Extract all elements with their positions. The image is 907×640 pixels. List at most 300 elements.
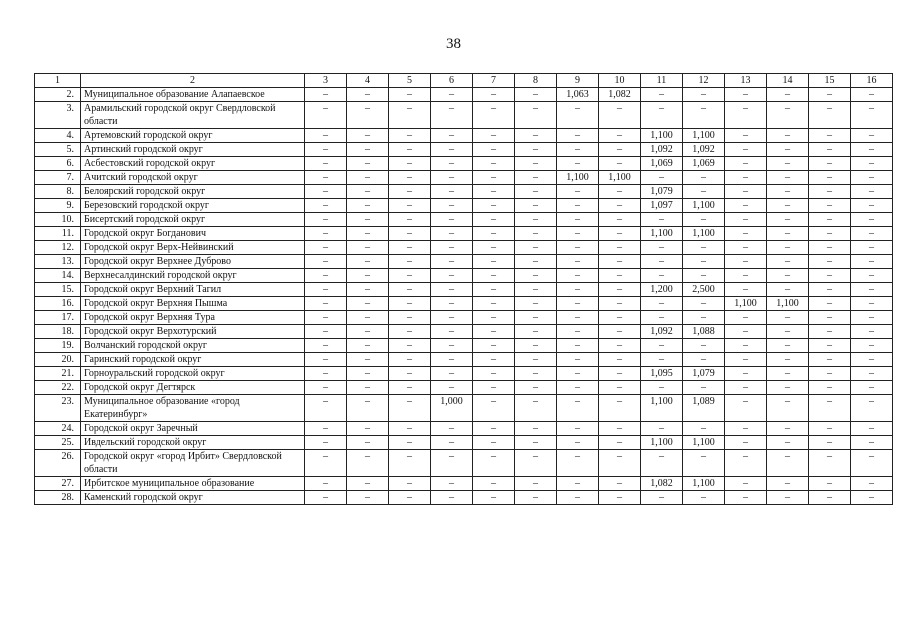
- table-row: [35, 353, 893, 367]
- value-cell: –: [767, 450, 809, 477]
- value-cell: –: [431, 450, 473, 477]
- value-cell: –: [683, 422, 725, 436]
- value-cell: –: [851, 227, 893, 241]
- column-header: 7: [473, 74, 515, 88]
- value-cell: –: [389, 353, 431, 367]
- value-cell: –: [557, 436, 599, 450]
- value-cell: –: [557, 143, 599, 157]
- value-cell: –: [557, 353, 599, 367]
- value-cell: –: [683, 171, 725, 185]
- value-cell: –: [515, 325, 557, 339]
- value-cell: –: [599, 255, 641, 269]
- value-cell: –: [767, 227, 809, 241]
- value-cell: –: [809, 325, 851, 339]
- value-cell: 1,097: [641, 199, 683, 213]
- value-cell: –: [347, 171, 389, 185]
- municipality-name: Муниципальное образование Алапаевское: [81, 88, 305, 102]
- value-cell: –: [599, 450, 641, 477]
- value-cell: 1,100: [599, 171, 641, 185]
- row-number: 27.: [35, 477, 81, 491]
- value-cell: –: [641, 353, 683, 367]
- value-cell: –: [851, 102, 893, 129]
- value-cell: –: [767, 88, 809, 102]
- value-cell: –: [641, 450, 683, 477]
- value-cell: –: [725, 339, 767, 353]
- value-cell: –: [767, 395, 809, 422]
- row-number: 12.: [35, 241, 81, 255]
- table-row: [35, 269, 893, 283]
- value-cell: –: [767, 422, 809, 436]
- value-cell: –: [725, 171, 767, 185]
- column-header: 2: [81, 74, 305, 88]
- value-cell: –: [431, 241, 473, 255]
- municipality-name: Волчанский городской округ: [81, 339, 305, 353]
- value-cell: –: [809, 185, 851, 199]
- value-cell: –: [851, 311, 893, 325]
- value-cell: –: [347, 185, 389, 199]
- value-cell: –: [851, 353, 893, 367]
- column-header: 12: [683, 74, 725, 88]
- value-cell: –: [725, 157, 767, 171]
- table-row: [35, 325, 893, 339]
- value-cell: –: [473, 157, 515, 171]
- value-cell: –: [599, 381, 641, 395]
- value-cell: –: [767, 367, 809, 381]
- row-number: 11.: [35, 227, 81, 241]
- value-cell: –: [557, 199, 599, 213]
- table-header-row: [35, 74, 893, 88]
- value-cell: –: [725, 395, 767, 422]
- table-row: [35, 395, 893, 422]
- column-header: 4: [347, 74, 389, 88]
- value-cell: –: [473, 450, 515, 477]
- value-cell: –: [347, 143, 389, 157]
- value-cell: –: [305, 339, 347, 353]
- table-row: [35, 297, 893, 311]
- value-cell: –: [305, 436, 347, 450]
- value-cell: –: [347, 325, 389, 339]
- value-cell: –: [725, 436, 767, 450]
- row-number: 26.: [35, 450, 81, 477]
- value-cell: –: [347, 422, 389, 436]
- column-header: 16: [851, 74, 893, 88]
- value-cell: –: [641, 241, 683, 255]
- table-row: [35, 213, 893, 227]
- value-cell: –: [599, 185, 641, 199]
- value-cell: –: [683, 491, 725, 505]
- municipality-name: Бисертский городской округ: [81, 213, 305, 227]
- value-cell: –: [599, 102, 641, 129]
- value-cell: –: [473, 395, 515, 422]
- value-cell: –: [809, 143, 851, 157]
- value-cell: 1,200: [641, 283, 683, 297]
- column-header: 10: [599, 74, 641, 88]
- value-cell: –: [389, 241, 431, 255]
- row-number: 25.: [35, 436, 81, 450]
- value-cell: –: [305, 143, 347, 157]
- value-cell: 1,100: [683, 129, 725, 143]
- value-cell: –: [347, 367, 389, 381]
- value-cell: –: [725, 213, 767, 227]
- value-cell: –: [305, 491, 347, 505]
- table-row: [35, 199, 893, 213]
- value-cell: –: [683, 297, 725, 311]
- value-cell: –: [725, 269, 767, 283]
- value-cell: 1,092: [641, 325, 683, 339]
- value-cell: –: [767, 241, 809, 255]
- value-cell: –: [347, 491, 389, 505]
- value-cell: –: [515, 199, 557, 213]
- value-cell: –: [725, 88, 767, 102]
- value-cell: –: [515, 227, 557, 241]
- row-number: 14.: [35, 269, 81, 283]
- value-cell: –: [851, 297, 893, 311]
- value-cell: –: [557, 395, 599, 422]
- value-cell: –: [305, 367, 347, 381]
- value-cell: –: [473, 477, 515, 491]
- municipality-name: Березовский городской округ: [81, 199, 305, 213]
- value-cell: –: [767, 129, 809, 143]
- value-cell: –: [515, 283, 557, 297]
- municipality-name: Ирбитское муниципальное образование: [81, 477, 305, 491]
- value-cell: –: [725, 422, 767, 436]
- municipality-name: Городской округ Богданович: [81, 227, 305, 241]
- value-cell: –: [347, 129, 389, 143]
- municipality-name: Городской округ Верхняя Пышма: [81, 297, 305, 311]
- municipality-name: Городской округ Верхний Тагил: [81, 283, 305, 297]
- table-row: [35, 422, 893, 436]
- value-cell: –: [431, 227, 473, 241]
- value-cell: –: [305, 422, 347, 436]
- value-cell: –: [305, 269, 347, 283]
- value-cell: –: [599, 143, 641, 157]
- value-cell: –: [725, 199, 767, 213]
- value-cell: –: [809, 199, 851, 213]
- value-cell: –: [305, 88, 347, 102]
- value-cell: –: [431, 491, 473, 505]
- municipality-name: Гаринский городской округ: [81, 353, 305, 367]
- row-number: 4.: [35, 129, 81, 143]
- value-cell: 1,000: [431, 395, 473, 422]
- value-cell: –: [641, 297, 683, 311]
- table-row: [35, 283, 893, 297]
- value-cell: –: [431, 255, 473, 269]
- value-cell: –: [767, 213, 809, 227]
- value-cell: –: [389, 477, 431, 491]
- value-cell: –: [641, 311, 683, 325]
- municipality-name: Асбестовский городской округ: [81, 157, 305, 171]
- value-cell: –: [515, 477, 557, 491]
- value-cell: –: [347, 269, 389, 283]
- value-cell: –: [515, 255, 557, 269]
- value-cell: –: [809, 297, 851, 311]
- municipality-name: Городской округ Верхнее Дуброво: [81, 255, 305, 269]
- municipality-name: Горноуральский городской округ: [81, 367, 305, 381]
- value-cell: –: [305, 450, 347, 477]
- value-cell: –: [725, 185, 767, 199]
- value-cell: –: [389, 255, 431, 269]
- value-cell: 2,500: [683, 283, 725, 297]
- value-cell: 1,089: [683, 395, 725, 422]
- value-cell: –: [347, 255, 389, 269]
- value-cell: –: [809, 450, 851, 477]
- value-cell: –: [389, 199, 431, 213]
- value-cell: –: [347, 436, 389, 450]
- value-cell: 1,082: [641, 477, 683, 491]
- value-cell: –: [473, 143, 515, 157]
- value-cell: –: [641, 213, 683, 227]
- value-cell: –: [431, 436, 473, 450]
- table-row: [35, 227, 893, 241]
- value-cell: –: [305, 353, 347, 367]
- value-cell: –: [473, 339, 515, 353]
- value-cell: –: [515, 241, 557, 255]
- value-cell: –: [557, 367, 599, 381]
- value-cell: –: [389, 143, 431, 157]
- value-cell: –: [683, 241, 725, 255]
- value-cell: –: [767, 491, 809, 505]
- value-cell: 1,092: [683, 143, 725, 157]
- value-cell: –: [767, 255, 809, 269]
- table-row: [35, 491, 893, 505]
- column-header: 3: [305, 74, 347, 88]
- value-cell: –: [641, 255, 683, 269]
- value-cell: –: [683, 88, 725, 102]
- value-cell: 1,100: [641, 227, 683, 241]
- value-cell: –: [473, 213, 515, 227]
- value-cell: –: [851, 129, 893, 143]
- municipality-name: Ивдельский городской округ: [81, 436, 305, 450]
- value-cell: –: [767, 185, 809, 199]
- value-cell: –: [851, 157, 893, 171]
- value-cell: –: [851, 422, 893, 436]
- column-header: 8: [515, 74, 557, 88]
- value-cell: –: [389, 269, 431, 283]
- value-cell: –: [641, 491, 683, 505]
- value-cell: –: [473, 269, 515, 283]
- value-cell: –: [725, 241, 767, 255]
- value-cell: –: [725, 381, 767, 395]
- value-cell: –: [851, 171, 893, 185]
- value-cell: 1,100: [683, 227, 725, 241]
- row-number: 3.: [35, 102, 81, 129]
- value-cell: –: [599, 353, 641, 367]
- value-cell: –: [515, 395, 557, 422]
- value-cell: –: [851, 213, 893, 227]
- value-cell: –: [431, 269, 473, 283]
- table-row: [35, 255, 893, 269]
- value-cell: –: [767, 157, 809, 171]
- table-row: [35, 185, 893, 199]
- value-cell: –: [599, 199, 641, 213]
- column-header: 14: [767, 74, 809, 88]
- value-cell: –: [347, 477, 389, 491]
- value-cell: –: [305, 227, 347, 241]
- value-cell: –: [473, 171, 515, 185]
- value-cell: –: [431, 102, 473, 129]
- row-number: 9.: [35, 199, 81, 213]
- value-cell: –: [389, 325, 431, 339]
- row-number: 24.: [35, 422, 81, 436]
- value-cell: –: [767, 353, 809, 367]
- value-cell: –: [347, 102, 389, 129]
- value-cell: 1,069: [641, 157, 683, 171]
- value-cell: –: [767, 283, 809, 297]
- value-cell: –: [473, 422, 515, 436]
- value-cell: –: [809, 367, 851, 381]
- value-cell: –: [431, 367, 473, 381]
- value-cell: –: [389, 311, 431, 325]
- value-cell: –: [473, 129, 515, 143]
- value-cell: –: [431, 143, 473, 157]
- value-cell: –: [599, 283, 641, 297]
- value-cell: –: [347, 450, 389, 477]
- value-cell: –: [809, 102, 851, 129]
- table-row: [35, 436, 893, 450]
- value-cell: –: [599, 339, 641, 353]
- value-cell: –: [809, 477, 851, 491]
- value-cell: –: [431, 339, 473, 353]
- value-cell: –: [515, 339, 557, 353]
- municipality-name: Каменский городской округ: [81, 491, 305, 505]
- value-cell: –: [557, 422, 599, 436]
- value-cell: –: [599, 227, 641, 241]
- value-cell: –: [599, 325, 641, 339]
- value-cell: –: [305, 325, 347, 339]
- value-cell: –: [305, 311, 347, 325]
- value-cell: –: [725, 255, 767, 269]
- value-cell: –: [431, 199, 473, 213]
- value-cell: –: [683, 353, 725, 367]
- value-cell: –: [515, 367, 557, 381]
- municipality-name: Городской округ Верхняя Тура: [81, 311, 305, 325]
- row-number: 2.: [35, 88, 81, 102]
- value-cell: –: [851, 143, 893, 157]
- value-cell: –: [599, 213, 641, 227]
- value-cell: –: [599, 477, 641, 491]
- value-cell: –: [725, 477, 767, 491]
- value-cell: –: [683, 311, 725, 325]
- value-cell: –: [431, 283, 473, 297]
- value-cell: –: [305, 297, 347, 311]
- value-cell: 1,079: [683, 367, 725, 381]
- value-cell: 1,063: [557, 88, 599, 102]
- value-cell: –: [557, 241, 599, 255]
- value-cell: –: [305, 157, 347, 171]
- value-cell: –: [809, 241, 851, 255]
- value-cell: –: [431, 88, 473, 102]
- value-cell: –: [305, 283, 347, 297]
- value-cell: –: [725, 143, 767, 157]
- value-cell: –: [683, 102, 725, 129]
- value-cell: –: [809, 422, 851, 436]
- row-number: 5.: [35, 143, 81, 157]
- value-cell: –: [851, 450, 893, 477]
- value-cell: 1,100: [557, 171, 599, 185]
- value-cell: –: [473, 227, 515, 241]
- value-cell: –: [515, 143, 557, 157]
- value-cell: 1,100: [767, 297, 809, 311]
- value-cell: –: [389, 227, 431, 241]
- table-row: [35, 381, 893, 395]
- municipality-name: Городской округ «город Ирбит» Свердловской области: [81, 450, 305, 477]
- value-cell: –: [473, 353, 515, 367]
- municipality-name: Артемовский городской округ: [81, 129, 305, 143]
- value-cell: –: [473, 88, 515, 102]
- data-table: [34, 73, 893, 505]
- column-header: 13: [725, 74, 767, 88]
- row-number: 6.: [35, 157, 81, 171]
- value-cell: –: [557, 227, 599, 241]
- value-cell: –: [683, 213, 725, 227]
- value-cell: –: [557, 255, 599, 269]
- value-cell: –: [515, 185, 557, 199]
- value-cell: –: [431, 129, 473, 143]
- table-row: [35, 88, 893, 102]
- value-cell: –: [305, 199, 347, 213]
- row-number: 8.: [35, 185, 81, 199]
- value-cell: –: [473, 283, 515, 297]
- value-cell: –: [431, 157, 473, 171]
- value-cell: –: [389, 381, 431, 395]
- value-cell: –: [683, 381, 725, 395]
- value-cell: –: [431, 477, 473, 491]
- value-cell: –: [599, 395, 641, 422]
- value-cell: –: [809, 88, 851, 102]
- value-cell: –: [347, 297, 389, 311]
- municipality-name: Ачитский городской округ: [81, 171, 305, 185]
- value-cell: –: [347, 213, 389, 227]
- value-cell: –: [557, 491, 599, 505]
- value-cell: 1,100: [683, 477, 725, 491]
- column-header: 11: [641, 74, 683, 88]
- value-cell: –: [767, 199, 809, 213]
- value-cell: –: [473, 297, 515, 311]
- value-cell: –: [599, 311, 641, 325]
- table-row: [35, 102, 893, 129]
- row-number: 16.: [35, 297, 81, 311]
- value-cell: 1,079: [641, 185, 683, 199]
- table-row: [35, 450, 893, 477]
- value-cell: –: [725, 367, 767, 381]
- value-cell: –: [683, 255, 725, 269]
- value-cell: –: [473, 325, 515, 339]
- value-cell: –: [389, 185, 431, 199]
- value-cell: –: [599, 297, 641, 311]
- value-cell: –: [473, 367, 515, 381]
- value-cell: –: [851, 395, 893, 422]
- value-cell: –: [347, 395, 389, 422]
- value-cell: –: [473, 102, 515, 129]
- table-row: [35, 171, 893, 185]
- value-cell: –: [641, 269, 683, 283]
- row-number: 19.: [35, 339, 81, 353]
- row-number: 13.: [35, 255, 81, 269]
- row-number: 7.: [35, 171, 81, 185]
- value-cell: –: [557, 477, 599, 491]
- value-cell: –: [473, 255, 515, 269]
- municipality-name: Городской округ Дегтярск: [81, 381, 305, 395]
- value-cell: –: [683, 269, 725, 283]
- value-cell: –: [305, 477, 347, 491]
- row-number: 22.: [35, 381, 81, 395]
- value-cell: –: [389, 491, 431, 505]
- value-cell: –: [725, 325, 767, 339]
- value-cell: –: [557, 297, 599, 311]
- value-cell: –: [851, 241, 893, 255]
- value-cell: –: [599, 157, 641, 171]
- value-cell: –: [347, 381, 389, 395]
